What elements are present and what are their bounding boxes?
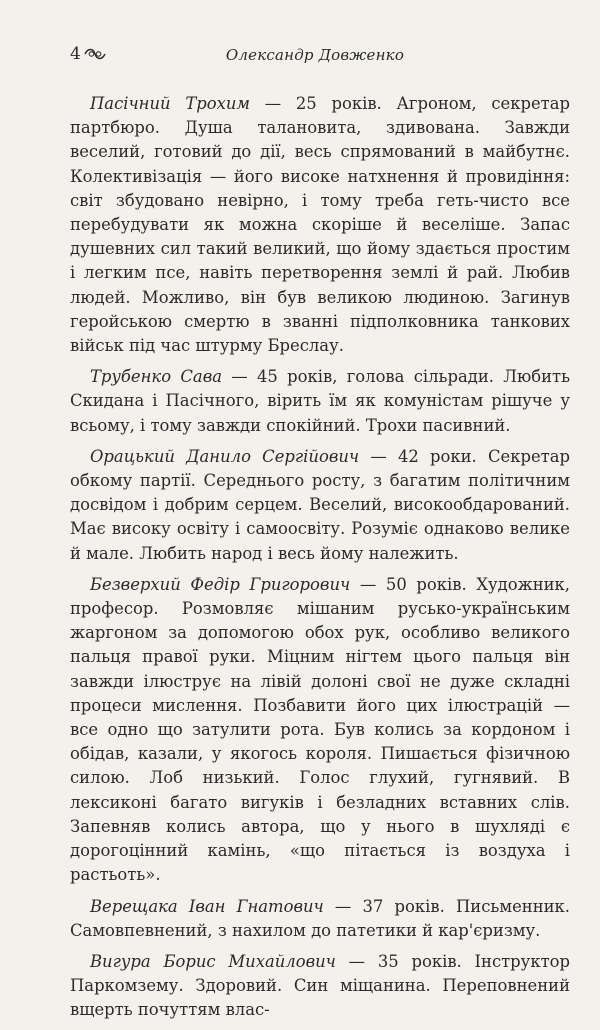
page-body [70,92,570,1030]
character-entry [70,445,570,566]
character-name: Безверхий Федір Григорович [90,574,351,594]
character-name: Верещака Іван Гнатович [90,896,324,916]
character-description: — 45 років, голова сільради. Любить Скидана і Пасічного, вірить їм як комуністам рішуче у всьому, і тому завжди спокійний. Трохи пасивний. [70,367,570,435]
character-entry [70,92,570,358]
character-name: Трубенко Сава [90,367,223,387]
page-header [70,44,560,68]
character-name: Вигура Борис Михайлович [90,951,336,971]
character-name: Орацький Данило Сергійович [90,446,360,466]
character-description: — 37 років. Письменник. Самовпевнений, з нахилом до патетики й кар'єризму. [70,896,570,940]
character-entry [70,895,570,943]
character-entry [70,950,570,1023]
character-description: — 25 років. Агроном, секретар партбюро. Душа талановита, здивована. Завжди веселий, готовий до дії, весь спрямований в майбутнє. Колективізація — його високе натхнення й провидіння: світ збудовано невірно, і тому треба геть-чисто все перебудувати як можна скоріше й веселіше. Запас душевних сил такий великий, що йому здається простим і легким псе, навіть перетворення землі й рай. Любив людей. Можливо, він був великою людиною. Загинув геройською смертю в званні підполковника танкових військ під час штурму Бреслау. [70,94,570,356]
running-title: Олександр Довженко [225,46,405,64]
character-name: Пасічний Трохим [90,94,251,113]
page-number: 4 [70,44,81,64]
character-entry [70,573,570,888]
character-entry [70,365,570,438]
character-description: — 50 років. Художник, професор. Розмовляє мішаним русько-українським жаргоном за допомогою обох рук, особливо великого пальця правої руки. Міцним нігтем цього пальця він завжди ілюструє на лівій долоні свої не дуже складні процеси мислення. Позбавити його цих ілюстрацій — все одно що затулити рота. Був колись за кордоном і обідав, казали, у якогось короля. Пишається фізичною силою. Лоб низький. Голос глухий, гугнявий. В лексиконі багато вигуків і безладних вставних слів. Запевняв колись автора, що у нього в шухляді є дорогоцінний камінь, «що пітається із воздуха і растьоть». [70,574,571,885]
character-description: — 42 роки. Секретар обкому партії. Середнього росту, з багатим політичним досвідом і добрим серцем. Веселий, високообдарований. Має високу освіту і самоосвіту. Розуміє однаково велике й мале. Любить народ і весь йому належить. [70,446,570,563]
character-description: — 35 років. Інструктор Паркомзему. Здоровий. Син міщанина. Переповнений вщерть почуттям влас- [70,951,570,1020]
